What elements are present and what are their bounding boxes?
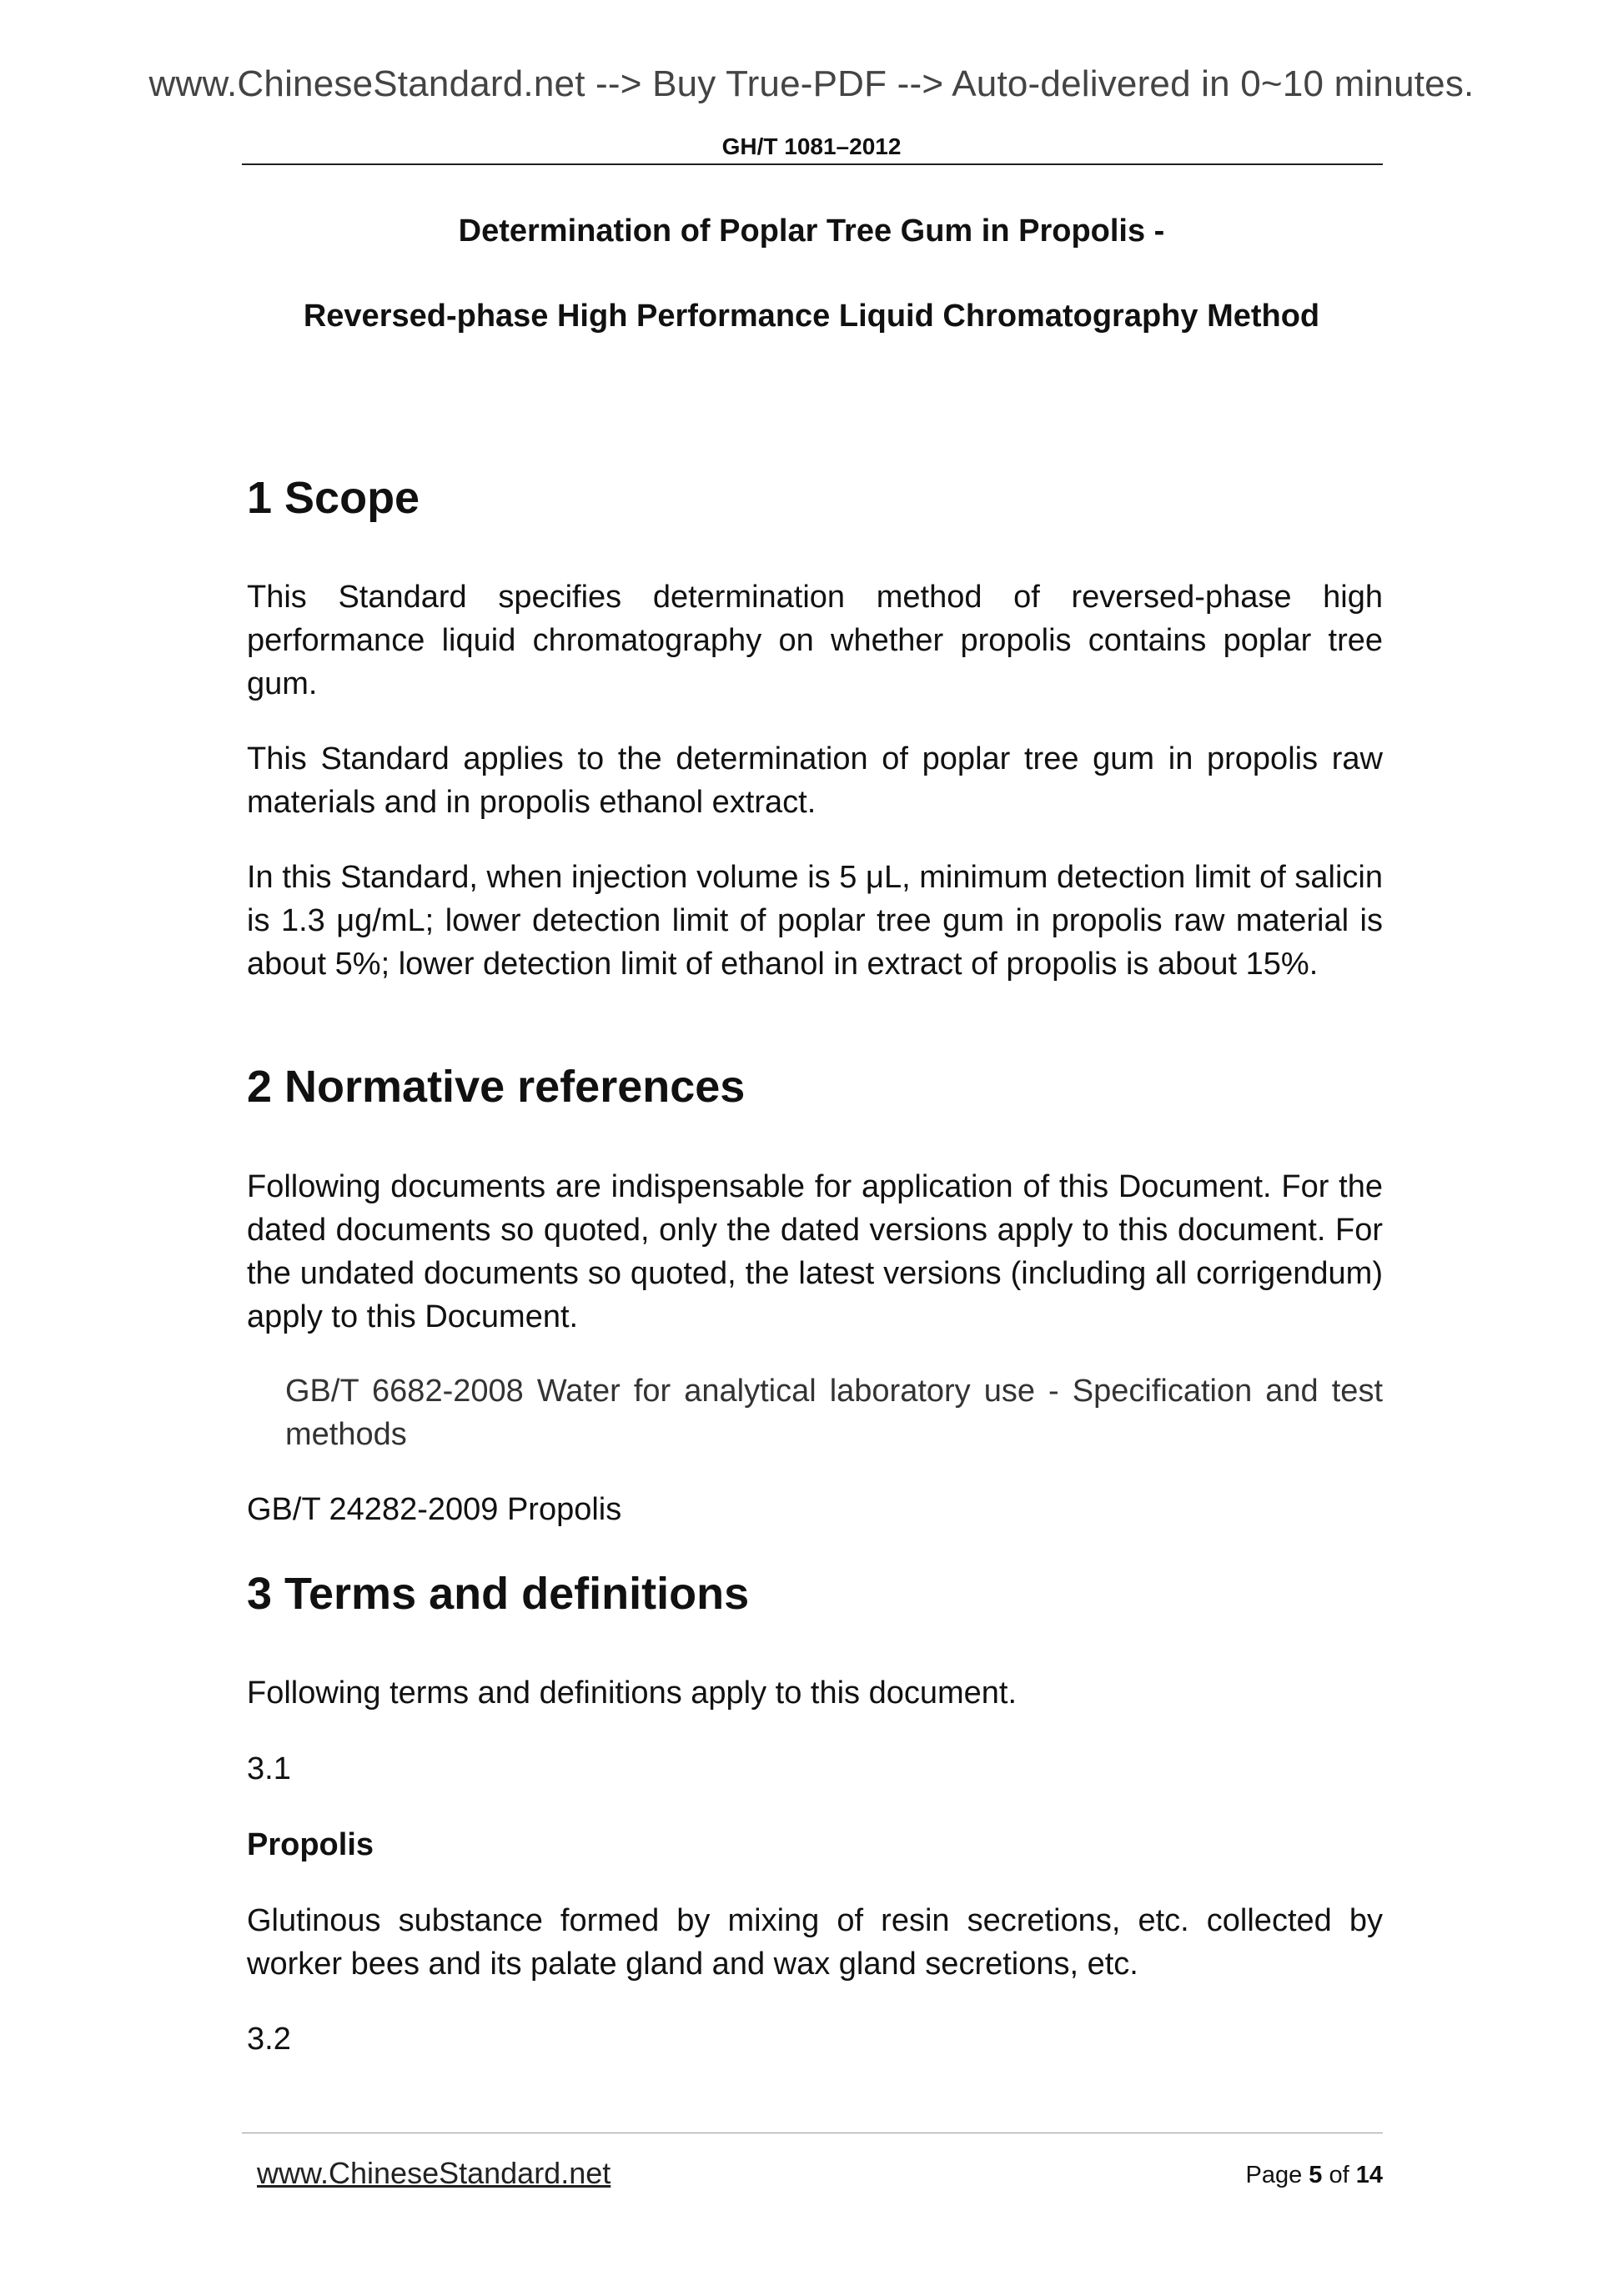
page-total: 14: [1355, 2162, 1383, 2188]
page-of: of: [1329, 2162, 1349, 2188]
section-1-heading: 1 Scope: [247, 473, 420, 523]
page-number: [1245, 2162, 1383, 2189]
page-current: 5: [1309, 2162, 1323, 2188]
document-title-line1: Determination of Poplar Tree Gum in Propolis -: [458, 214, 1165, 249]
term-3-1-number: 3.1: [247, 1751, 291, 1786]
scope-paragraph-3: In this Standard, when injection volume is 5 μL, minimum detection limit of salicin is 1.3 μg/mL; lower detection limit of poplar tree gum in propolis raw material is about 5%; lower detection limit of ethanol in extract of propolis is about 15%.: [247, 860, 1383, 982]
term-3-1-name: Propolis: [247, 1827, 374, 1862]
section-3-heading: 3 Terms and definitions: [247, 1569, 750, 1619]
document-title-line2: Reversed-phase High Performance Liquid Chromatography Method: [303, 299, 1320, 334]
standard-code-header: GH/T 1081–2012: [721, 133, 902, 159]
reference-gbt-24282: GB/T 24282-2009 Propolis: [247, 1492, 622, 1527]
footer-site-link[interactable]: www.ChineseStandard.net: [257, 2156, 611, 2190]
top-banner-link[interactable]: www.ChineseStandard.net --> Buy True-PDF --> Auto-delivered in 0~10 minutes.: [148, 63, 1475, 104]
terms-intro-paragraph: Following terms and definitions apply to this document.: [247, 1676, 1018, 1711]
header-divider: [242, 163, 1383, 165]
scope-paragraph-1: This Standard specifies determination method of reversed-phase high performance liquid chromatography on whether propolis contains poplar tree gum.: [247, 580, 1383, 701]
section-2-heading: 2 Normative references: [247, 1062, 746, 1112]
term-3-2-number: 3.2: [247, 2022, 291, 2057]
term-3-1-definition: Glutinous substance formed by mixing of resin secretions, etc. collected by worker bees and its palate gland and wax gland secretions, etc.: [247, 1903, 1383, 1982]
scope-paragraph-2: This Standard applies to the determination of poplar tree gum in propolis raw materials and in propolis ethanol extract.: [247, 741, 1383, 820]
reference-gbt-6682: GB/T 6682-2008 Water for analytical laboratory use - Specification and test methods: [285, 1374, 1383, 1452]
normative-references-paragraph: Following documents are indispensable for application of this Document. For the dated documents so quoted, only the dated versions apply to this document. For the undated documents so quoted, the latest versions (including all corrigendum) apply to this Document.: [247, 1169, 1383, 1334]
page-prefix: Page: [1245, 2162, 1303, 2188]
